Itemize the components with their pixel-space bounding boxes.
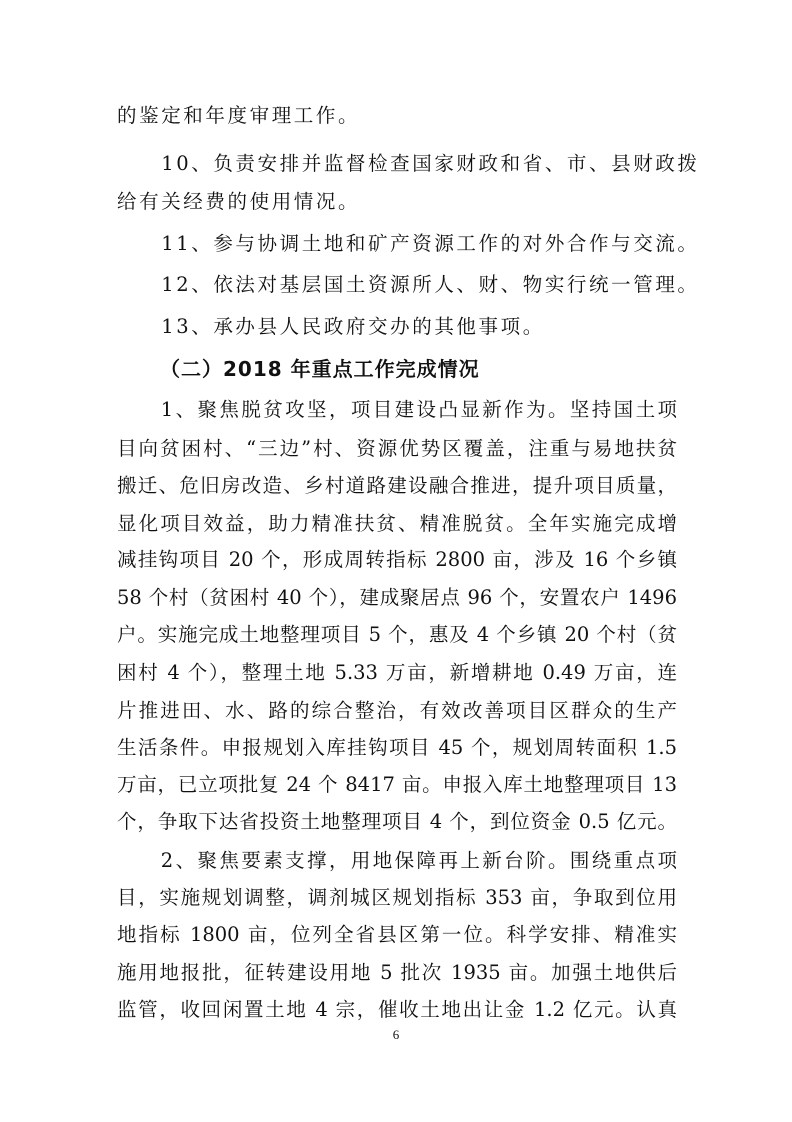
paragraph-line: 11、参与协调土地和矿产资源工作的对外合作与交流。 bbox=[117, 232, 700, 255]
paragraph-line: 58 个村（贫困村 40 个），建成聚居点 96 个，安置农户 1496 bbox=[117, 586, 677, 609]
paragraph-line: 给有关经费的使用情况。 bbox=[117, 190, 361, 213]
page-number: 6 bbox=[392, 1027, 400, 1042]
paragraph-line: 12、依法对基层国土资源所人、财、物实行统一管理。 bbox=[117, 273, 700, 296]
paragraph-line: 生活条件。申报规划入库挂钩项目 45 个，规划周转面积 1.5 bbox=[117, 736, 677, 759]
paragraph-line: 10、负责安排并监督检查国家财政和省、市、县财政拨 bbox=[117, 152, 700, 175]
paragraph-line: 目，实施规划调整，调剂城区规划指标 353 亩，争取到位用 bbox=[117, 886, 677, 909]
paragraph-line: 监管，收回闲置土地 4 宗，催收土地出让金 1.2 亿元。认真 bbox=[117, 998, 677, 1021]
section-heading: （二）2018 年重点工作完成情况 bbox=[160, 357, 480, 381]
paragraph-line: 地指标 1800 亩，位列全省县区第一位。科学安排、精准实 bbox=[117, 923, 677, 946]
paragraph-line: 减挂钩项目 20 个，形成周转指标 2800 亩，涉及 16 个乡镇 bbox=[117, 548, 677, 571]
paragraph-line: 13、承办县人民政府交办的其他事项。 bbox=[117, 315, 545, 338]
paragraph-line: 施用地报批，征转建设用地 5 批次 1935 亩。加强土地供后 bbox=[117, 961, 677, 984]
paragraph-line: 片推进田、水、路的综合整治，有效改善项目区群众的生产 bbox=[117, 699, 677, 722]
paragraph-line: 个，争取下达省投资土地整理项目 4 个，到位资金 0.5 亿元。 bbox=[117, 810, 677, 833]
paragraph-line: 万亩，已立项批复 24 个 8417 亩。申报入库土地整理项目 13 bbox=[117, 773, 677, 796]
paragraph-line: 显化项目效益，助力精准扶贫、精准脱贫。全年实施完成增 bbox=[117, 512, 677, 535]
paragraph-line: 的鉴定和年度审理工作。 bbox=[117, 104, 361, 127]
paragraph-line: 2、聚焦要素支撑，用地保障再上新台阶。围绕重点项 bbox=[117, 849, 677, 872]
paragraph-line: 搬迁、危旧房改造、乡村道路建设融合推进，提升项目质量， bbox=[117, 474, 677, 497]
paragraph-line: 户。实施完成土地整理项目 5 个，惠及 4 个乡镇 20 个村（贫 bbox=[117, 623, 677, 646]
paragraph-line: 1、聚焦脱贫攻坚，项目建设凸显新作为。坚持国土项 bbox=[117, 398, 677, 421]
paragraph-line: 困村 4 个），整理土地 5.33 万亩，新增耕地 0.49 万亩，连 bbox=[117, 661, 677, 684]
paragraph-line: 目向贫困村、“三边”村、资源优势区覆盖，注重与易地扶贫 bbox=[117, 437, 677, 460]
